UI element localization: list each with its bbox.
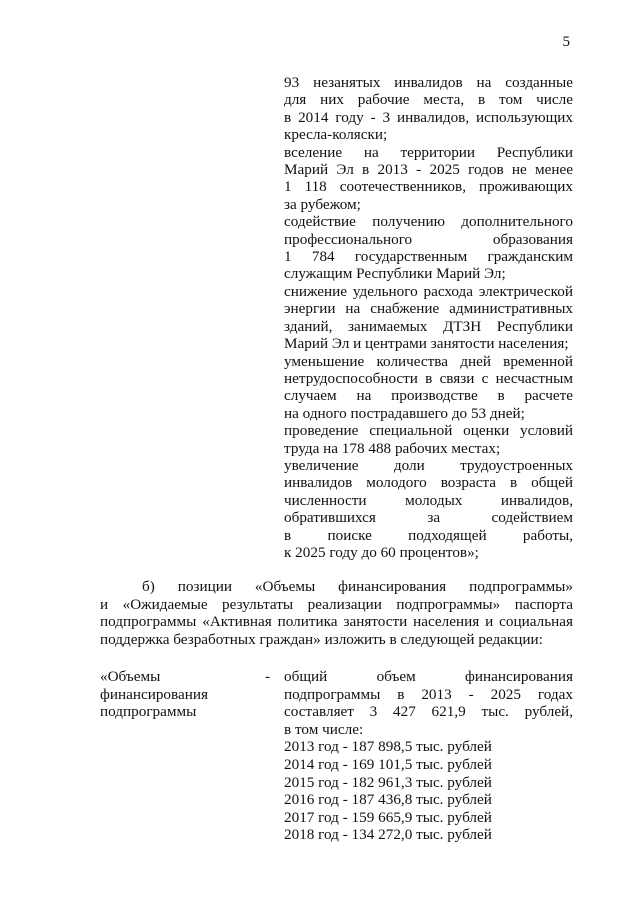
results-line: вселение на территории Республики bbox=[284, 143, 573, 161]
financing-label bbox=[100, 668, 260, 721]
financing-intro-line: подпрограммы в 2013 - 2025 годах bbox=[284, 685, 573, 703]
financing-intro-line: составляет 3 427 621,9 тыс. рублей, bbox=[284, 703, 573, 721]
results-line: труда на 178 488 рабочих местах; bbox=[284, 439, 501, 457]
results-line: для них рабочие места, в том числе bbox=[284, 91, 573, 109]
expected-results-list bbox=[284, 74, 573, 561]
financing-year-line: 2013 год - 187 898,5 тыс. рублей bbox=[284, 738, 492, 756]
financing-year-line: 2014 год - 169 101,5 тыс. рублей bbox=[284, 755, 492, 773]
results-line: в поиске подходящей работы, bbox=[284, 526, 573, 544]
results-line: зданий, занимаемых ДТЗН Республики bbox=[284, 317, 573, 335]
paragraph-line: поддержка безработных граждан» изложить в следующей редакции: bbox=[100, 630, 543, 648]
results-line: кресла-коляски; bbox=[284, 126, 388, 144]
results-line: 1 784 государственным гражданским bbox=[284, 248, 573, 266]
financing-intro-line: общий объем финансирования bbox=[284, 668, 573, 685]
financing-label-line: финансирования bbox=[100, 685, 208, 703]
results-line: Марий Эл и центрами занятости населения; bbox=[284, 335, 569, 353]
results-line: увеличение доли трудоустроенных bbox=[284, 456, 573, 474]
results-line: проведение специальной оценки условий bbox=[284, 422, 573, 440]
results-line: обратившихся за содействием bbox=[284, 509, 573, 527]
results-line: нетрудоспособности в связи с несчастным bbox=[284, 369, 573, 387]
financing-details bbox=[284, 668, 573, 844]
results-line: за рубежом; bbox=[284, 195, 361, 213]
results-line: 1 118 соотечественников, проживающих bbox=[284, 178, 573, 196]
results-line: в 2014 году - 3 инвалидов, использующих bbox=[284, 108, 573, 126]
paragraph-line: и «Ожидаемые результаты реализации подпрограммы» паспорта bbox=[100, 595, 573, 613]
financing-intro-line: в том числе: bbox=[284, 720, 364, 738]
results-line: численности молодых инвалидов, bbox=[284, 491, 573, 509]
amendment-paragraph bbox=[100, 578, 573, 648]
financing-year-line: 2018 год - 134 272,0 тыс. рублей bbox=[284, 826, 492, 844]
financing-label-line: «Объемы bbox=[100, 668, 161, 685]
results-line: энергии на снабжение административных bbox=[284, 300, 573, 318]
results-line: к 2025 году до 60 процентов»; bbox=[284, 543, 479, 561]
results-line: снижение удельного расхода электрической bbox=[284, 282, 573, 300]
results-line: Марий Эл в 2013 - 2025 годов не менее bbox=[284, 161, 573, 179]
financing-dash: - bbox=[265, 668, 271, 685]
results-line: уменьшение количества дней временной bbox=[284, 352, 573, 370]
results-line: содействие получению дополнительного bbox=[284, 213, 573, 231]
financing-label-line: подпрограммы bbox=[100, 703, 197, 721]
page-number: 5 bbox=[562, 34, 570, 50]
results-line: случаем на производстве в расчете bbox=[284, 387, 573, 405]
financing-year-line: 2016 год - 187 436,8 тыс. рублей bbox=[284, 791, 492, 809]
financing-year-line: 2017 год - 159 665,9 тыс. рублей bbox=[284, 808, 492, 826]
paragraph-line: подпрограммы «Активная политика занятости населения и социальная bbox=[100, 613, 573, 631]
results-line: профессионального образования bbox=[284, 230, 573, 248]
results-line: 93 незанятых инвалидов на созданные bbox=[284, 74, 573, 91]
paragraph-line: б) позиции «Объемы финансирования подпрограммы» bbox=[142, 578, 573, 595]
results-line: инвалидов молодого возраста в общей bbox=[284, 474, 573, 492]
results-line: на одного пострадавшего до 53 дней; bbox=[284, 404, 525, 422]
financing-year-line: 2015 год - 182 961,3 тыс. рублей bbox=[284, 773, 492, 791]
results-line: служащим Республики Марий Эл; bbox=[284, 265, 506, 283]
